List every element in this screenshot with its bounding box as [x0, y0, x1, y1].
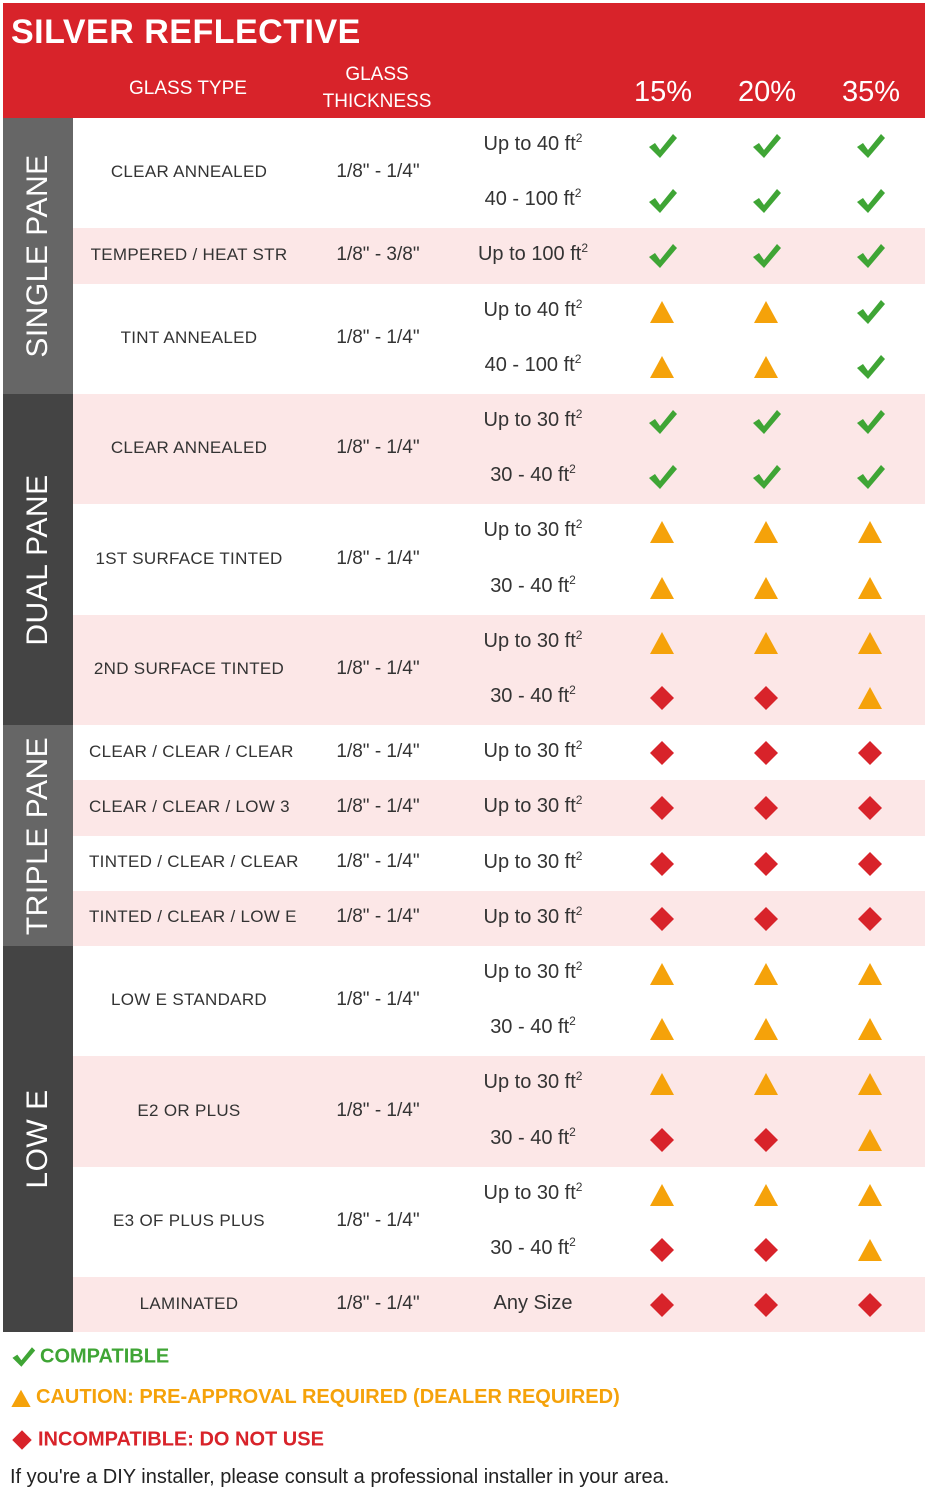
size-range-text: 30 - 40 ft [490, 1237, 570, 1259]
check-icon [646, 406, 678, 438]
incompatible-diamond-icon [750, 737, 782, 769]
incompatible-diamond-icon [646, 1124, 678, 1156]
incompatible-diamond-icon [646, 682, 678, 714]
squared-superscript: 2 [575, 793, 583, 808]
glass-type-name: 1ST SURFACE TINTED [95, 548, 283, 568]
size-range [463, 188, 603, 211]
caution-triangle-icon [854, 1068, 886, 1100]
glass-type-name: CLEAR / CLEAR / LOW 3 [89, 797, 290, 816]
glass-type-header: GLASS TYPE [129, 78, 247, 99]
glass-type-name: TINT ANNEALED [120, 327, 258, 347]
incompatible-diamond-icon [646, 848, 678, 880]
pane-group-label: SINGLE PANE [21, 154, 54, 358]
check-icon [854, 130, 886, 162]
size-range [463, 1292, 603, 1315]
glass-thickness: 1/8" - 1/4" [336, 1099, 420, 1121]
check-icon [854, 296, 886, 328]
caution-triangle-icon [750, 627, 782, 659]
size-range [463, 133, 603, 156]
glass-thickness: 1/8" - 1/4" [336, 1292, 420, 1314]
glass-type-name: CLEAR / CLEAR / CLEAR [89, 741, 294, 761]
squared-superscript: 2 [569, 462, 576, 477]
check-icon [750, 130, 782, 162]
caution-triangle-icon [750, 1013, 782, 1045]
check-icon [854, 240, 886, 272]
glass-thickness-header [315, 61, 439, 115]
squared-superscript: 2 [574, 186, 582, 201]
caution-triangle-icon [854, 1013, 886, 1045]
incompatible-diamond-icon [646, 1289, 678, 1321]
squared-superscript: 2 [581, 241, 589, 256]
caution-triangle-icon [854, 627, 886, 659]
incompatible-diamond-icon [646, 903, 678, 935]
caution-triangle-icon [750, 296, 782, 328]
size-range-text: 30 - 40 ft [490, 464, 570, 487]
caution-triangle-icon [646, 958, 678, 990]
squared-superscript: 2 [575, 1069, 583, 1084]
incompatible-diamond-icon [750, 792, 782, 824]
size-range-text: 40 - 100 ft [484, 353, 575, 376]
incompatible-diamond-icon [750, 682, 782, 714]
squared-superscript: 2 [574, 351, 582, 366]
squared-superscript: 2 [575, 627, 583, 642]
check-icon [646, 240, 678, 272]
incompatible-diamond-icon [854, 848, 886, 880]
pane-group-label: TRIPLE PANE [21, 736, 54, 935]
size-range [463, 961, 603, 984]
pane-group [3, 394, 73, 725]
caution-triangle-icon [750, 516, 782, 548]
size-range-text: Any Size [493, 1292, 573, 1315]
pane-group-label: LOW E [21, 1089, 54, 1189]
page-title: SILVER REFLECTIVE [11, 13, 361, 51]
squared-superscript: 2 [569, 683, 576, 697]
incompatible-diamond-icon [10, 1428, 34, 1452]
incompatible-diamond-icon [750, 848, 782, 880]
size-range-text: Up to 30 ft [483, 1071, 576, 1094]
glass-type-name: TEMPERED / HEAT STR [90, 245, 288, 264]
caution-triangle-icon [646, 627, 678, 659]
caution-triangle-icon [646, 516, 678, 548]
glass-type-name: TINTED / CLEAR / LOW E [89, 907, 297, 927]
glass-thickness: 1/8" - 1/4" [336, 796, 420, 817]
size-range [463, 296, 603, 322]
size-range [463, 409, 603, 432]
size-range-text: Up to 40 ft [483, 133, 576, 155]
size-range-text: 40 - 100 ft [484, 188, 575, 211]
incompatible-diamond-icon [854, 792, 886, 824]
legend-compatible-text: COMPATIBLE [40, 1345, 170, 1368]
size-range-text: Up to 30 ft [483, 961, 576, 983]
incompatible-diamond-icon [854, 903, 886, 935]
glass-type-name: CLEAR ANNEALED [110, 438, 268, 458]
size-range-text: Up to 40 ft [483, 298, 576, 321]
squared-superscript: 2 [575, 296, 583, 311]
legend-incompatible-text: INCOMPATIBLE: DO NOT USE [38, 1428, 324, 1451]
size-range [463, 351, 603, 377]
size-range-text: Up to 30 ft [483, 519, 576, 542]
glass-thickness: 1/8" - 1/4" [336, 740, 420, 762]
caution-triangle-icon [854, 958, 886, 990]
incompatible-diamond-icon [854, 1289, 886, 1321]
squared-superscript: 2 [569, 572, 576, 587]
size-range [463, 519, 603, 542]
size-range [463, 1179, 603, 1205]
glass-thickness: 1/8" - 1/4" [336, 851, 420, 873]
caution-triangle-icon [646, 1068, 678, 1100]
squared-superscript: 2 [569, 1235, 576, 1249]
size-range [463, 1237, 603, 1260]
check-icon [854, 461, 886, 493]
squared-superscript: 2 [575, 848, 583, 863]
glass-type-name: E3 OF PLUS PLUS [113, 1211, 265, 1230]
size-range [463, 1016, 603, 1039]
caution-triangle-icon [854, 1124, 886, 1156]
glass-type-name: E2 OR PLUS [137, 1100, 241, 1120]
squared-superscript: 2 [569, 1014, 576, 1029]
glass-type-name: 2ND SURFACE TINTED [93, 659, 285, 678]
size-range [463, 464, 603, 487]
squared-superscript: 2 [575, 517, 583, 532]
squared-superscript: 2 [575, 407, 583, 421]
check-icon [646, 130, 678, 162]
pct-20-header: 20% [737, 76, 797, 108]
check-icon [750, 406, 782, 438]
incompatible-diamond-icon [750, 1124, 782, 1156]
check-icon [10, 1344, 36, 1370]
caution-triangle-icon [750, 351, 782, 383]
incompatible-diamond-icon [854, 737, 886, 769]
size-range [463, 740, 603, 763]
incompatible-diamond-icon [750, 903, 782, 935]
caution-triangle-icon [646, 296, 678, 328]
incompatible-diamond-icon [646, 1234, 678, 1266]
size-range-text: Up to 30 ft [483, 409, 576, 431]
glass-type-name: LAMINATED [139, 1293, 239, 1313]
size-range [463, 903, 603, 929]
caution-triangle-icon [646, 351, 678, 383]
caution-triangle-icon [646, 1013, 678, 1045]
caution-triangle-icon [854, 1234, 886, 1266]
size-range-text: 30 - 40 ft [490, 1126, 570, 1149]
caution-triangle-icon [750, 1179, 782, 1211]
caution-triangle-icon [646, 1179, 678, 1211]
check-icon [646, 185, 678, 217]
caution-triangle-icon [750, 1068, 782, 1100]
pane-group [3, 118, 73, 394]
legend-incompatible [10, 1428, 324, 1452]
squared-superscript: 2 [575, 903, 583, 918]
size-range-text: Up to 30 ft [483, 1181, 576, 1204]
check-icon [854, 406, 886, 438]
glass-thickness: 1/8" - 1/4" [336, 326, 420, 348]
caution-triangle-icon [646, 572, 678, 604]
glass-thickness: 1/8" - 1/4" [336, 658, 420, 679]
caution-triangle-icon [750, 572, 782, 604]
size-range [463, 572, 603, 598]
caution-triangle-icon [854, 572, 886, 604]
size-range-text: Up to 100 ft [477, 243, 582, 266]
check-icon [646, 461, 678, 493]
glass-thickness-header-line2: THICKNESS [322, 91, 432, 112]
caution-triangle-icon [854, 682, 886, 714]
glass-type-name: CLEAR ANNEALED [110, 162, 268, 182]
squared-superscript: 2 [575, 738, 583, 753]
size-range [463, 1071, 603, 1094]
check-icon [750, 240, 782, 272]
glass-type-name: TINTED / CLEAR / CLEAR [89, 852, 299, 872]
size-range-text: Up to 30 ft [483, 850, 576, 873]
incompatible-diamond-icon [750, 1289, 782, 1321]
check-icon [854, 185, 886, 217]
size-range [463, 795, 603, 818]
incompatible-diamond-icon [646, 792, 678, 824]
glass-thickness: 1/8" - 1/4" [336, 161, 420, 183]
size-range [463, 1124, 603, 1150]
size-range-text: 30 - 40 ft [490, 1016, 570, 1039]
legend-caution-text: CAUTION: PRE-APPROVAL REQUIRED (DEALER REQUIRED) [36, 1386, 620, 1408]
glass-thickness: 1/8" - 1/4" [336, 906, 420, 928]
size-range-text: Up to 30 ft [483, 629, 576, 652]
glass-thickness-header-line1: GLASS [345, 64, 409, 85]
incompatible-diamond-icon [646, 737, 678, 769]
squared-superscript: 2 [575, 1179, 583, 1194]
caution-triangle-icon [854, 516, 886, 548]
size-range [463, 243, 603, 266]
table-header [3, 3, 925, 118]
size-range-text: Up to 30 ft [483, 740, 576, 763]
check-icon [854, 351, 886, 383]
pct-15-header: 15% [633, 76, 693, 108]
incompatible-diamond-icon [750, 1234, 782, 1266]
pane-group [3, 725, 73, 946]
glass-thickness: 1/8" - 1/4" [336, 547, 420, 569]
size-range [463, 627, 603, 653]
size-range-text: Up to 30 ft [483, 905, 576, 928]
glass-thickness: 1/8" - 1/4" [336, 989, 420, 1011]
caution-triangle-icon [854, 1179, 886, 1211]
pane-group-label: DUAL PANE [21, 473, 54, 646]
size-range-text: 30 - 40 ft [490, 574, 570, 597]
glass-thickness: 1/8" - 1/4" [336, 437, 420, 459]
legend-compatible [10, 1344, 169, 1370]
glass-thickness: 1/8" - 1/4" [336, 1210, 420, 1231]
pct-35-header: 35% [841, 76, 901, 108]
squared-superscript: 2 [575, 959, 583, 973]
glass-thickness: 1/8" - 3/8" [336, 244, 420, 265]
caution-triangle-icon [10, 1387, 32, 1409]
squared-superscript: 2 [575, 131, 583, 145]
caution-triangle-icon [750, 958, 782, 990]
glass-type-name: LOW E STANDARD [111, 990, 267, 1010]
pane-group [3, 946, 73, 1332]
check-icon [750, 185, 782, 217]
size-range [463, 848, 603, 874]
diy-note: If you're a DIY installer, please consult a professional installer in your area. [10, 1466, 670, 1488]
size-range-text: 30 - 40 ft [490, 685, 570, 707]
size-range-text: Up to 30 ft [483, 795, 576, 818]
squared-superscript: 2 [569, 1124, 576, 1139]
check-icon [750, 461, 782, 493]
size-range [463, 685, 603, 708]
legend-caution [10, 1386, 620, 1409]
